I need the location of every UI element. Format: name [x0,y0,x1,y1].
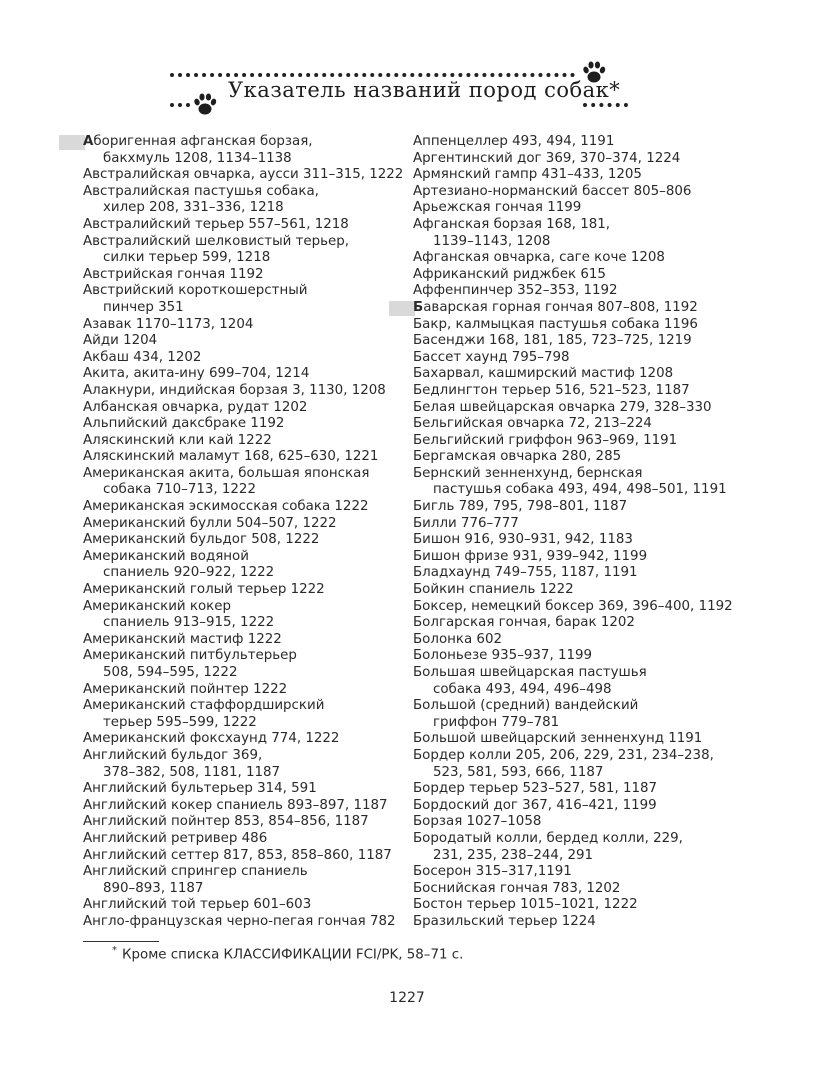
index-entry-text: Болоньезе 935–937, 1199 [413,648,593,664]
index-entry-text: Английский бультерьер 314, 591 [83,781,317,797]
index-entry-line [413,864,743,881]
index-entry-continuation [413,234,743,251]
paw-print-icon [191,90,219,118]
index-entry-line [83,648,403,665]
index-entry-text: Американский пойнтер 1222 [83,681,288,697]
index-entry [413,383,743,400]
index-entry-text: Бельгийская овчарка 72, 213–224 [413,416,652,432]
index-entry [413,416,743,433]
index-entry-text: спаниель 913–915, 1222 [103,615,275,631]
index-entry-line [83,234,403,251]
index-entry-line [83,582,403,599]
index-entry [83,333,403,350]
index-entry-text: Большой (средний) вандейский [413,698,639,714]
index-entry-line [83,914,403,931]
index-entry [83,831,403,848]
index-entry [83,317,403,334]
index-entry-continuation [413,482,743,499]
index-entry-line [83,449,403,466]
index-entry [413,400,743,417]
index-entry-line [83,134,403,151]
index-entry-continuation [413,715,743,732]
header-dotted-rule-bottom-right [583,103,628,107]
index-entry-text: Бигль 789, 795, 798–801, 1187 [413,499,628,515]
index-entry [413,748,743,781]
index-entry [83,632,403,649]
index-entry-text: Бордоский дог 367, 416–421, 1199 [413,797,657,813]
page-number: 1227 [389,990,425,1006]
index-entry-text: Бладхаунд 749–755, 1187, 1191 [413,565,638,581]
index-entry [83,781,403,798]
index-entry [413,814,743,831]
index-entry-line [413,283,743,300]
index-entry [413,317,743,334]
index-entry-text: Артезиано-норманский бассет 805–806 [413,183,692,199]
index-entry-text: Английский сеттер 817, 853, 858–860, 1187 [83,847,392,863]
section-initial-letter: Б [413,299,424,315]
index-entry-line [413,798,743,815]
index-entry [413,250,743,267]
index-entry [413,831,743,864]
index-entry-text: бакхмуль 1208, 1134–1138 [103,150,292,166]
index-entry-line [413,267,743,284]
index-entry-line [413,632,743,649]
index-entry-text: Австралийская пастушья собака, [83,183,319,199]
index-entry [413,599,743,616]
index-entry [413,665,743,698]
index-entry [83,383,403,400]
index-entry [83,798,403,815]
index-entry-line [413,781,743,798]
index-entry-line [83,814,403,831]
index-entry-line [413,731,743,748]
index-entry [413,184,743,201]
index-entry-continuation [413,848,743,865]
index-entry-continuation [413,765,743,782]
index-entry-line [413,499,743,516]
index-entry [83,582,403,599]
index-entry-text: Бедлингтон терьер 516, 521–523, 1187 [413,382,690,398]
index-entry [413,350,743,367]
index-entry-line [83,682,403,699]
index-entry-line [413,300,743,317]
index-entry-line [83,366,403,383]
index-entry [83,433,403,450]
index-entry [83,814,403,831]
index-entry-text: пастушья собака 493, 494, 498–501, 1191 [433,482,727,498]
index-entry [413,897,743,914]
index-entry-line [83,599,403,616]
index-entry-text: Белая швейцарская овчарка 279, 328–330 [413,399,712,415]
index-entry-text: Австрийская гончая 1192 [83,266,264,282]
index-entry-text: 231, 235, 238–244, 291 [433,847,594,863]
index-entry-line [83,499,403,516]
index-entry-line [83,333,403,350]
index-entry-line [83,184,403,201]
index-entry [83,549,403,582]
index-entry-line [413,814,743,831]
index-entry-text: Аппенцеллер 493, 494, 1191 [413,134,615,149]
index-entry-text: Акита, акита-ину 699–704, 1214 [83,366,310,382]
index-entry-continuation [83,765,403,782]
index-entry-text: Азавак 1170–1173, 1204 [83,316,254,332]
index-entry [83,449,403,466]
section-initial-letter: А [83,134,94,149]
index-entry-text: пинчер 351 [103,299,184,315]
index-entry-line [413,615,743,632]
index-entry-text: Бразильский терьер 1224 [413,913,596,929]
index-entry-line [413,151,743,168]
index-entry-line [83,748,403,765]
page-title: Указатель названий пород собак* [228,78,621,102]
index-entry [83,416,403,433]
index-entry-line [83,317,403,334]
index-entry-line [413,466,743,483]
index-entry-line [83,632,403,649]
index-entry-line [413,665,743,682]
index-entry-line [413,366,743,383]
index-entry-text: Бассет хаунд 795–798 [413,349,570,365]
index-entry-line [83,167,403,184]
index-entry [413,881,743,898]
index-entry-text: Английский кокер спаниель 893–897, 1187 [83,797,388,813]
index-entry-line [83,848,403,865]
index-entry-line [83,217,403,234]
index-entry-text: Американский фоксхаунд 774, 1222 [83,731,340,747]
index-entry-text: собака 493, 494, 496–498 [433,681,612,697]
index-entry-line [83,466,403,483]
index-entry-text: Бельгийский гриффон 963–969, 1191 [413,432,678,448]
index-entry-text: Американский булли 504–507, 1222 [83,515,337,531]
index-entry-text: Албанская овчарка, рудат 1202 [83,399,308,415]
index-entry-text: гриффон 779–781 [433,714,560,730]
index-entry-text: Бойкин спаниель 1222 [413,582,574,598]
index-entry-text: спаниель 920–922, 1222 [103,565,275,581]
index-entry-text: Босерон 315–317,1191 [413,864,572,880]
index-entry-text: Австрийский короткошерстный [83,283,308,299]
index-entry-text: Большой швейцарский зенненхунд 1191 [413,731,703,747]
index-entry [83,864,403,897]
index-entry-line [83,416,403,433]
index-entry [83,184,403,217]
index-entry-line [413,599,743,616]
index-entry-continuation [83,200,403,217]
index-entry [83,532,403,549]
index-entry-text: Арьежская гончая 1199 [413,200,582,216]
index-entry-line [413,167,743,184]
index-entry-text: Английский той терьер 601–603 [83,897,312,913]
index-entry-text: Африканский риджбек 615 [413,266,606,282]
index-entry [83,698,403,731]
index-entry-text: Американский питбультерьер [83,648,297,664]
index-entry-text: Американский бульдог 508, 1222 [83,532,320,548]
index-entry-continuation [83,250,403,267]
index-entry-line [413,897,743,914]
index-entry-text: Бордер колли 205, 206, 229, 231, 234–238, [413,747,714,763]
index-entry-line [413,881,743,898]
index-entry-line [83,831,403,848]
index-entry-text: Аргентинский дог 369, 370–374, 1224 [413,150,681,166]
index-entry [83,682,403,699]
index-entry [83,748,403,781]
index-entry-text: Австралийский терьер 557–561, 1218 [83,216,349,232]
index-entry-line [413,831,743,848]
index-entry-line [413,350,743,367]
index-entry [83,234,403,267]
footnote-rule [83,941,159,942]
index-entry [83,499,403,516]
index-entry-text: Австралийский шелковистый терьер, [83,233,350,249]
index-entry [413,698,743,731]
index-entry-line [83,897,403,914]
index-entry-line [413,582,743,599]
index-entry-text: Акбаш 434, 1202 [83,349,202,365]
index-entry-line [413,416,743,433]
index-entry-text: Боксер, немецкий боксер 369, 396–400, 1192 [413,598,733,614]
footnote-text: Кроме списка КЛАССИФИКАЦИИ FCI/PK, 58–71 с. [122,947,464,963]
index-entry-text: Афганская борзая 168, 181, [413,216,611,232]
index-entry-line [413,184,743,201]
index-entry [413,200,743,217]
letter-section-marker [59,135,85,150]
index-entry-text: Басенджи 168, 181, 185, 723–725, 1219 [413,333,692,349]
index-entry-continuation [83,615,403,632]
index-entry-continuation [83,482,403,499]
index-entry-text: Бишон 916, 930–931, 942, 1183 [413,532,633,548]
index-entry [83,599,403,632]
index-entry-text: Бородатый колли, бердед колли, 229, [413,830,683,846]
index-entry [413,565,743,582]
index-entry-line [83,516,403,533]
index-entry [413,333,743,350]
index-entry [83,267,403,284]
index-entry [83,400,403,417]
index-entry-line [83,781,403,798]
index-entry-line [83,383,403,400]
index-entry-line [83,267,403,284]
index-entry [83,350,403,367]
index-entry-text: Американский голый терьер 1222 [83,582,325,598]
index-entry [413,151,743,168]
index-entry-line [413,333,743,350]
index-entry-text: Болонка 602 [413,631,502,647]
index-entry [413,532,743,549]
index-entry-text: Болгарская гончая, барак 1202 [413,615,635,631]
index-entry-line [413,549,743,566]
index-entry-text: Бостон терьер 1015–1021, 1222 [413,897,638,913]
index-entry-line [413,532,743,549]
index-entry-text: Аффенпинчер 352–353, 1192 [413,283,618,299]
index-entry-line [413,250,743,267]
index-entry-line [413,217,743,234]
index-entry-line [413,516,743,533]
index-entry [413,632,743,649]
index-entry-text: Американский кокер [83,598,231,614]
index-entry [413,914,743,931]
index-entry-text: терьер 595–599, 1222 [103,714,257,730]
index-entry [413,516,743,533]
index-entry [413,781,743,798]
index-entry [413,217,743,250]
index-entry [413,731,743,748]
index-entry [83,283,403,316]
index-entry-continuation [83,300,403,317]
header-dotted-rule-bottom-left [170,103,190,107]
index-entry [83,217,403,234]
index-entry-text: Англо-французская черно-пегая гончая 782 [83,913,396,929]
index-entry-text: Айди 1204 [83,333,158,349]
index-entry [413,167,743,184]
index-entry-line [413,134,743,151]
index-entry-text: Бордер терьер 523–527, 581, 1187 [413,781,658,797]
footnote-mark: * [112,945,117,956]
index-entry-text: силки терьер 599, 1218 [103,250,271,266]
index-entry [83,897,403,914]
index-entry-text: Английский пойнтер 853, 854–856, 1187 [83,814,369,830]
index-entry-line [83,532,403,549]
index-entry [83,914,403,931]
index-entry [413,615,743,632]
index-entry-line [413,565,743,582]
index-entry [413,300,743,317]
index-entry-text: 523, 581, 593, 666, 1187 [433,764,604,780]
index-entry-line [413,698,743,715]
index-entry [83,848,403,865]
index-entry-text: боригенная афганская борзая, [93,134,313,149]
index-entry-text: аварская горная гончая 807–808, 1192 [423,299,698,315]
index-entry-line [413,383,743,400]
index-entry [413,449,743,466]
index-entry-text: 378–382, 508, 1181, 1187 [103,764,281,780]
index-entry-line [83,283,403,300]
index-entry [83,516,403,533]
index-entry-line [83,864,403,881]
index-entry [413,499,743,516]
index-column-right [413,134,743,931]
index-entry-text: Бишон фризе 931, 939–942, 1199 [413,548,648,564]
index-entry-text: Альпийский даксбраке 1192 [83,416,285,432]
index-entry-line [413,648,743,665]
index-entry-text: Австралийская овчарка, аусси 311–315, 1222 [83,167,404,183]
index-entry [83,648,403,681]
index-entry-text: Аляскинский кли кай 1222 [83,432,272,448]
index-entry [413,549,743,566]
index-entry-text: Американский водяной [83,548,249,564]
footnote [112,945,463,962]
index-entry-text: Афганская овчарка, саге коче 1208 [413,250,665,266]
index-entry-text: Американская акита, большая японская [83,465,370,481]
index-entry-text: Американский мастиф 1222 [83,631,282,647]
index-entry-text: Американская эскимосская собака 1222 [83,499,369,515]
index-entry-text: собака 710–713, 1222 [103,482,256,498]
index-entry [413,864,743,881]
index-entry-text: Бакр, калмыцкая пастушья собака 1196 [413,316,698,332]
index-entry-continuation [83,881,403,898]
index-entry-line [413,433,743,450]
index-entry-text: Американский стаффордширский [83,698,325,714]
index-entry-text: Армянский гампр 431–433, 1205 [413,167,642,183]
index-entry-continuation [83,565,403,582]
index-entry [83,134,403,167]
index-entry-line [83,350,403,367]
index-entry [83,366,403,383]
index-column-left [83,134,403,931]
index-entry-text: Большая швейцарская пастушья [413,665,647,680]
index-entry-line [83,400,403,417]
index-entry-text: Бергамская овчарка 280, 285 [413,449,622,465]
index-entry-line [83,798,403,815]
header-dotted-rule-top [170,73,575,77]
index-entry [83,466,403,499]
index-entry-text: Английский ретривер 486 [83,830,268,846]
index-entry-line [83,433,403,450]
index-entry [413,582,743,599]
index-entry-text: 1139–1143, 1208 [433,233,551,249]
index-entry-continuation [83,665,403,682]
index-entry [413,283,743,300]
index-entry-text: Бернский зенненхунд, бернская [413,465,643,481]
index-entry-line [83,549,403,566]
index-entry-text: Аляскинский маламут 168, 625–630, 1221 [83,449,379,465]
index-entry-line [83,731,403,748]
index-entry [83,731,403,748]
index-entry-line [413,200,743,217]
index-entry [413,366,743,383]
index-entry-text: хилер 208, 331–336, 1218 [103,200,284,216]
index-entry-continuation [83,151,403,168]
index-entry-line [413,400,743,417]
index-entry [413,466,743,499]
index-entry-line [83,698,403,715]
index-entry [413,648,743,665]
index-entry [413,433,743,450]
index-entry-continuation [83,715,403,732]
index-entry-text: Боснийская гончая 783, 1202 [413,880,621,896]
index-entry-line [413,449,743,466]
index-entry [413,134,743,151]
index-entry-text: 508, 594–595, 1222 [103,665,238,680]
index-entry [413,798,743,815]
index-entry-text: Билли 776–777 [413,515,519,531]
index-entry-line [413,748,743,765]
index-entry-text: Английский бульдог 369, [83,747,263,763]
index-entry [83,167,403,184]
index-entry-line [413,914,743,931]
index-entry-text: Английский спрингер спаниель [83,864,308,880]
index-entry-text: Бахарвал, кашмирский мастиф 1208 [413,366,674,382]
index-entry [413,267,743,284]
index-entry-text: Алакнури, индийская борзая 3, 1130, 1208 [83,382,386,398]
index-entry-text: 890–893, 1187 [103,880,204,896]
index-entry-text: Борзая 1027–1058 [413,814,542,830]
index-entry-continuation [413,682,743,699]
index-entry-line [413,317,743,334]
